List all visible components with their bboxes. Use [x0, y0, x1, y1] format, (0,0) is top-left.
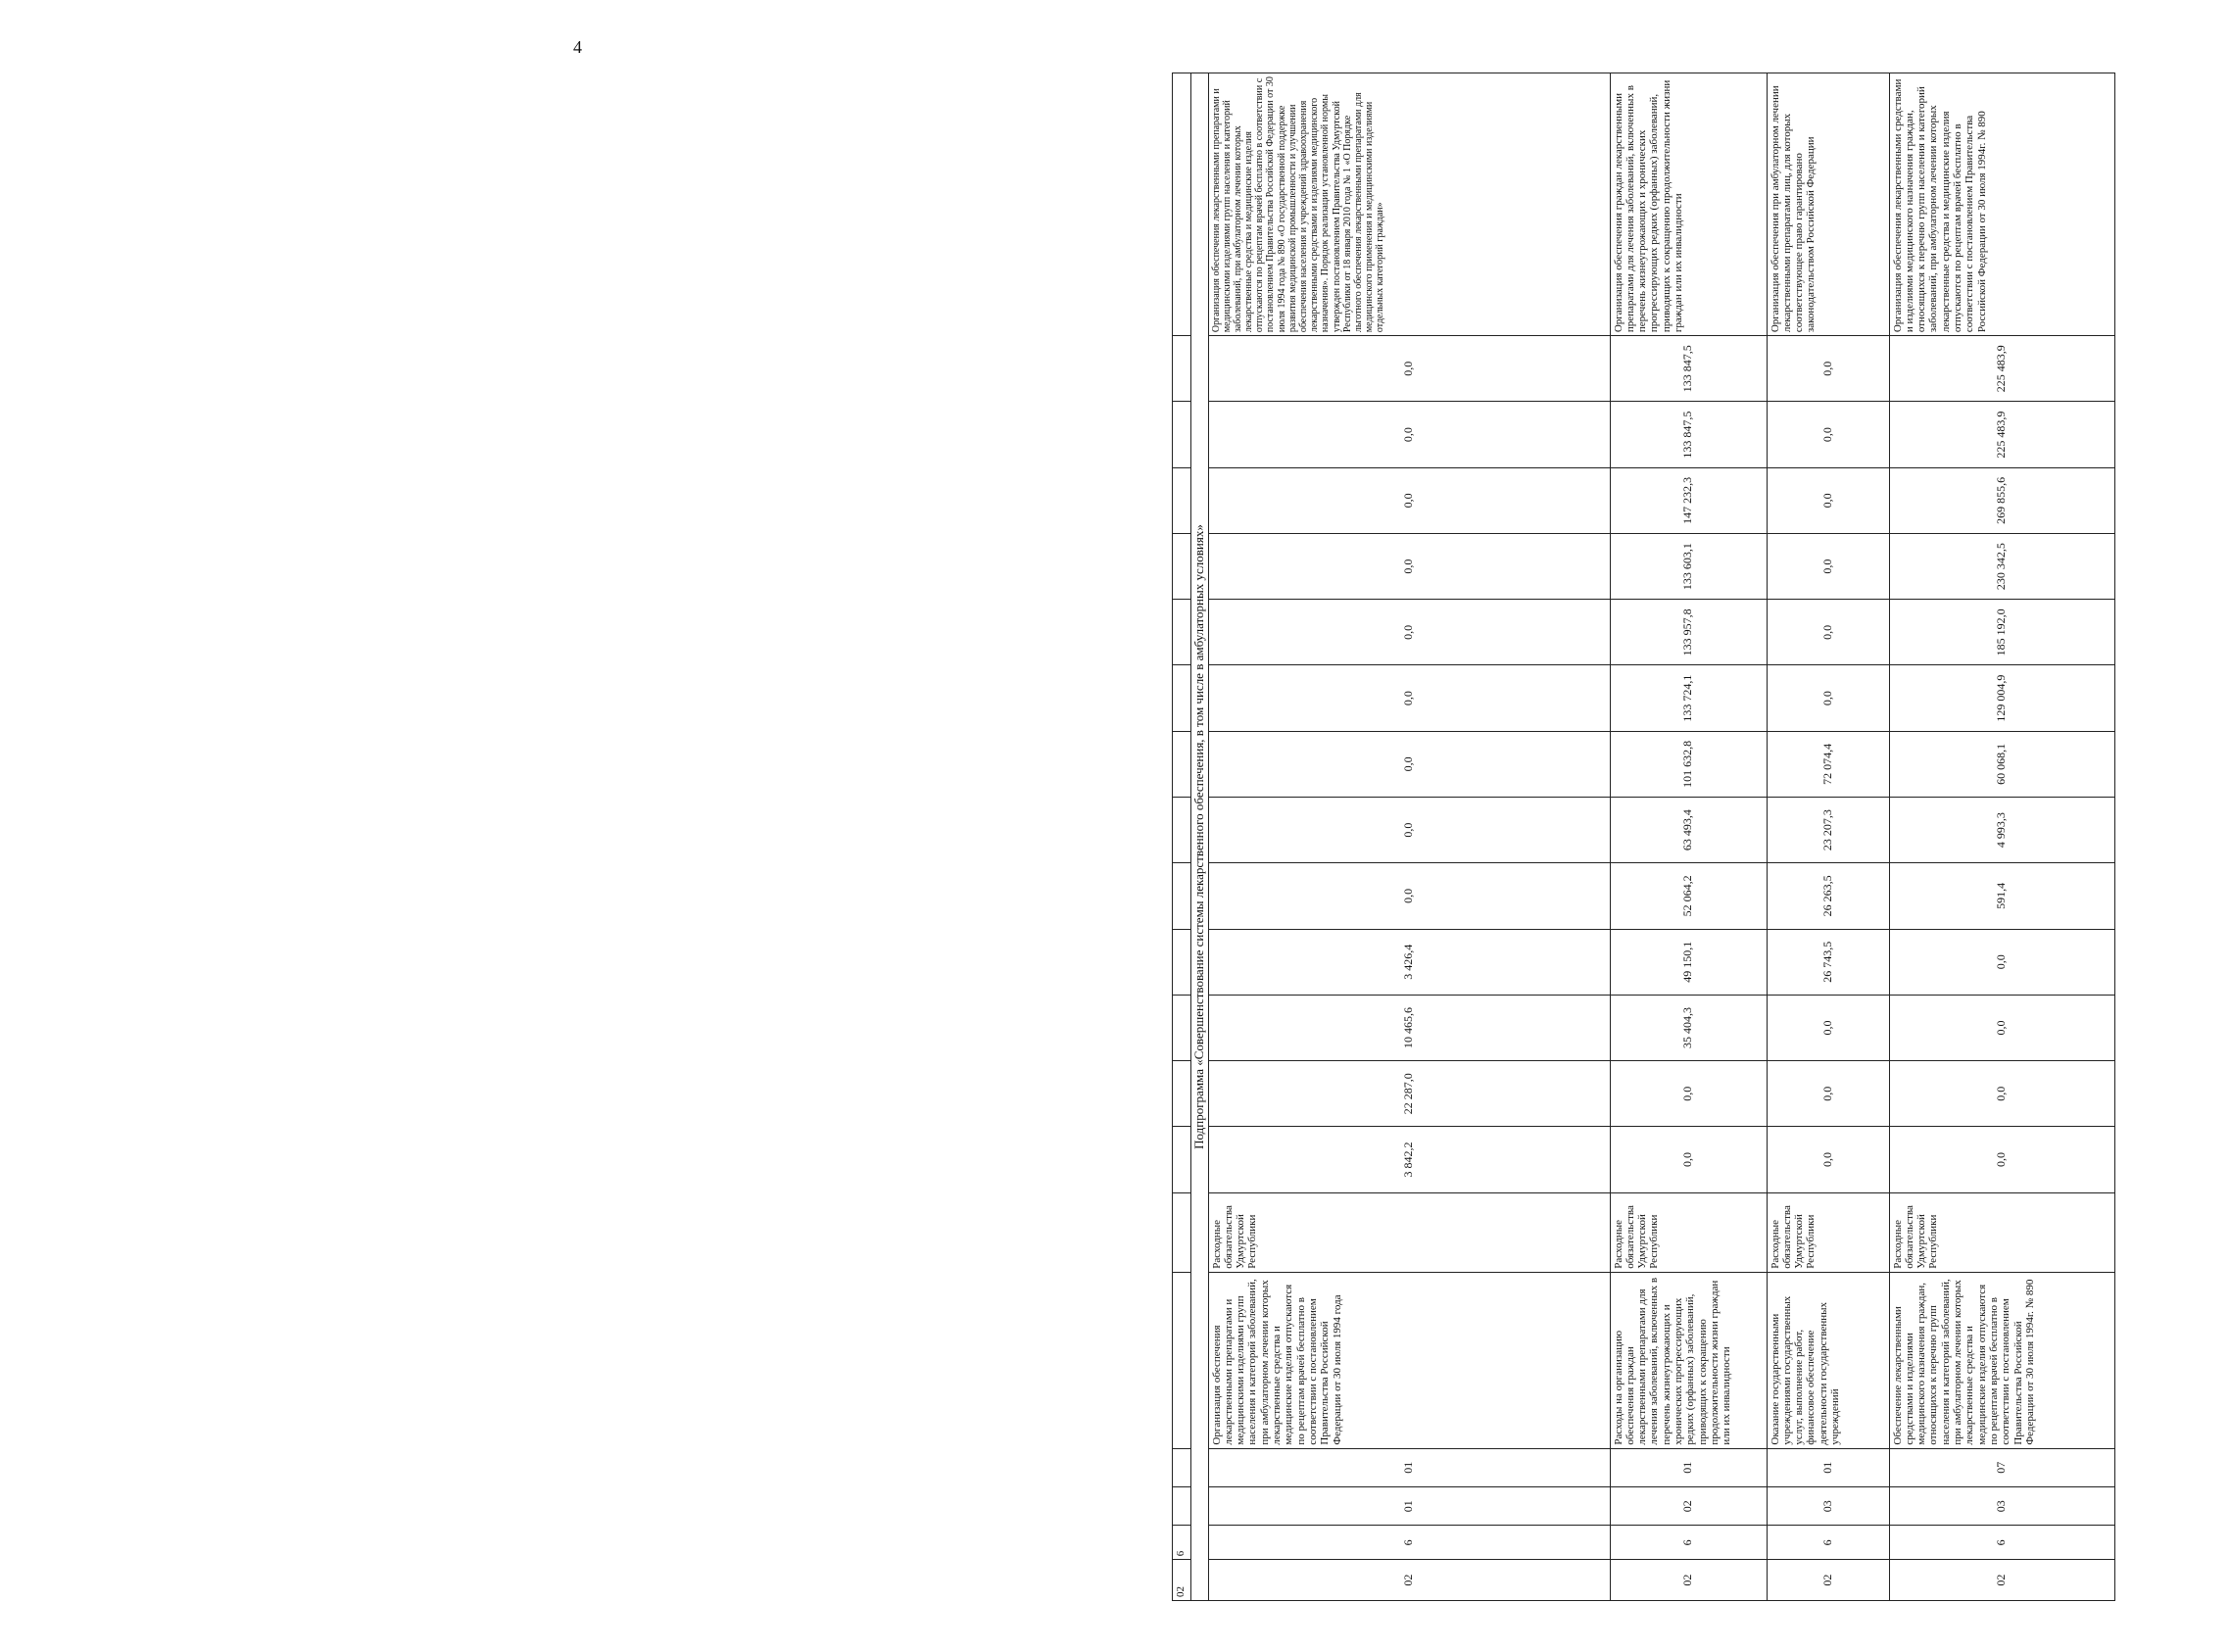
- value-cell: 63 493,4: [1610, 798, 1767, 863]
- value-cell: 60 068,1: [1889, 731, 2114, 797]
- value-cell: 0,0: [1208, 798, 1610, 863]
- value-cell: 0,0: [1889, 929, 2114, 995]
- value-cell: 0,0: [1767, 336, 1889, 402]
- code-m: 01: [1208, 1448, 1610, 1486]
- value-cell: 0,0: [1767, 1127, 1889, 1192]
- header-code-pp: 6: [1173, 1526, 1191, 1560]
- value-cell: 0,0: [1767, 467, 1889, 533]
- code-m: 01: [1767, 1448, 1889, 1486]
- code-gp: 02: [1208, 1560, 1610, 1601]
- expected-result: Организация обеспечения лекарственными средствами и изделиями медицинского назначения граждан, относящихся к перечню групп населения и категорий заболеваний, при амбулаторном лечении которых лекарственные средства и медицинские изделия отпускаются по рецептам врачей бесплатно в соответствии с постановлением Правительства Российской Федерации от 30 июля 1994г. № 890: [1889, 73, 2114, 336]
- value-cell: 35 404,3: [1610, 995, 1767, 1060]
- value-cell: 0,0: [1208, 467, 1610, 533]
- value-cell: 0,0: [1208, 533, 1610, 599]
- value-cell: 0,0: [1208, 665, 1610, 731]
- value-cell: 0,0: [1208, 402, 1610, 467]
- measure-name: Оказание государственными учреждениями государственных услуг, выполнение работ, финансовое обеспечение деятельности государственных учреждений: [1767, 1272, 1889, 1448]
- value-cell: 52 064,2: [1610, 863, 1767, 929]
- subprogram-row: [1191, 73, 1209, 1601]
- value-cell: 72 074,4: [1767, 731, 1889, 797]
- code-om: 01: [1208, 1487, 1610, 1526]
- value-cell: 23 207,3: [1767, 798, 1889, 863]
- funding-source: Расходные обязательства Удмуртской Республики: [1767, 1192, 1889, 1272]
- code-om: 03: [1767, 1487, 1889, 1526]
- value-cell: 0,0: [1208, 600, 1610, 665]
- value-cell: 0,0: [1889, 995, 2114, 1060]
- code-m: 07: [1889, 1448, 2114, 1486]
- code-om: 03: [1889, 1487, 2114, 1526]
- code-om: 02: [1610, 1487, 1767, 1526]
- value-cell: 0,0: [1208, 731, 1610, 797]
- funding-source: Расходные обязательства Удмуртской Республики: [1208, 1192, 1610, 1272]
- funding-source: Расходные обязательства Удмуртской Республики: [1889, 1192, 2114, 1272]
- value-cell: 0,0: [1767, 995, 1889, 1060]
- code-gp: 02: [1610, 1560, 1767, 1601]
- value-cell: 3 426,4: [1208, 929, 1610, 995]
- value-cell: 0,0: [1767, 1061, 1889, 1127]
- value-cell: 0,0: [1767, 402, 1889, 467]
- value-cell: 133 847,5: [1610, 402, 1767, 467]
- measure-name: Расходы на организацию обеспечения граждан лекарственными препаратами для лечения заболеваний, включенных в перечень жизнеугрожающих и хронических прогрессирующих редких (орфанных) заболеваний, приводящих к сокращению продолжительности жизни граждан или их инвалидности: [1610, 1272, 1767, 1448]
- table-row: [1767, 73, 1889, 1601]
- value-cell: 22 287,0: [1208, 1061, 1610, 1127]
- value-cell: 26 263,5: [1767, 863, 1889, 929]
- value-cell: 147 232,3: [1610, 467, 1767, 533]
- value-cell: 225 483,9: [1889, 402, 2114, 467]
- value-cell: 0,0: [1767, 665, 1889, 731]
- budget-table: [1172, 73, 2115, 1601]
- code-pp: 6: [1208, 1526, 1610, 1560]
- value-cell: 49 150,1: [1610, 929, 1767, 995]
- expected-result: Организация обеспечения при амбулаторном лечении лекарственными препаратами лиц, для которых соответствующее право гарантировано законодательством Российской Федерации: [1767, 73, 1889, 336]
- code-pp: 6: [1889, 1526, 2114, 1560]
- page-number: 4: [573, 37, 582, 57]
- rotated-table-container: [1172, 73, 2230, 1601]
- value-cell: 0,0: [1889, 1127, 2114, 1192]
- code-gp: 02: [1889, 1560, 2114, 1601]
- value-cell: 133 724,1: [1610, 665, 1767, 731]
- header-code-row: [1173, 73, 1191, 1601]
- value-cell: 0,0: [1208, 863, 1610, 929]
- value-cell: 3 842,2: [1208, 1127, 1610, 1192]
- expected-result: Организация обеспечения граждан лекарственными препаратами для лечения заболеваний, включенных в перечень жизнеугрожающих и хронических прогрессирующих редких (орфанных) заболеваний, приводящих к сокращению продолжительности жизни граждан или их инвалидности: [1610, 73, 1767, 336]
- value-cell: 225 483,9: [1889, 336, 2114, 402]
- value-cell: 0,0: [1610, 1061, 1767, 1127]
- code-pp: 6: [1610, 1526, 1767, 1560]
- code-gp: 02: [1767, 1560, 1889, 1601]
- value-cell: 0,0: [1767, 600, 1889, 665]
- subprogram-title: Подпрограмма «Совершенствование системы лекарственного обеспечения, в том числе в амбулаторных условиях»: [1191, 73, 1209, 1601]
- table-row: [1208, 73, 1610, 1601]
- value-cell: 0,0: [1767, 533, 1889, 599]
- funding-source: Расходные обязательства Удмуртской Республики: [1610, 1192, 1767, 1272]
- table-row: [1889, 73, 2114, 1601]
- value-cell: 230 342,5: [1889, 533, 2114, 599]
- value-cell: 10 465,6: [1208, 995, 1610, 1060]
- value-cell: 133 847,5: [1610, 336, 1767, 402]
- value-cell: 129 004,9: [1889, 665, 2114, 731]
- expected-result: Организация обеспечения лекарственными препаратами и медицинскими изделиями групп населения и категорий заболеваний, при амбулаторном лечении которых лекарственные средства и медицинские изделия отпускаются по рецептам врачей бесплатно в соответствии с постановлением Правительства Российской Федерации от 30 июля 1994 года № 890 «О государственной поддержке развития медицинской промышленности и улучшении обеспечения населения и учреждений здравоохранения лекарственными средствами и изделиями медицинского назначения». Порядок реализации установленной нормы утвержден постановлением Правительства Удмуртской Республики от 18 января 2010 года № 1 «О Порядке льготного обеспечения лекарственными препаратами для медицинского применения и медицинскими изделиями отдельных категорий граждан»: [1208, 73, 1610, 336]
- table-row: [1610, 73, 1767, 1601]
- code-pp: 6: [1767, 1526, 1889, 1560]
- value-cell: 0,0: [1208, 336, 1610, 402]
- value-cell: 26 743,5: [1767, 929, 1889, 995]
- value-cell: 0,0: [1610, 1127, 1767, 1192]
- value-cell: 133 603,1: [1610, 533, 1767, 599]
- value-cell: 185 192,0: [1889, 600, 2114, 665]
- value-cell: 269 855,6: [1889, 467, 2114, 533]
- code-m: 01: [1610, 1448, 1767, 1486]
- measure-name: Организация обеспечения лекарственными препаратами и медицинскими изделиями групп населения и категорий заболеваний, при амбулаторном лечении которых лекарственные средства и медицинские изделия отпускаются по рецептам врачей бесплатно в соответствии с постановлением Правительства Российской Федерации от 30 июля 1994 года: [1208, 1272, 1610, 1448]
- value-cell: 101 632,8: [1610, 731, 1767, 797]
- measure-name: Обеспечение лекарственными средствами и изделиями медицинского назначения граждан, относящихся к перечню групп населения и категорий заболеваний, при амбулаторном лечении которых лекарственные средства и медицинские изделия отпускаются по рецептам врачей бесплатно в соответствии с постановлением Правительства Российской Федерации от 30 июля 1994г. № 890: [1889, 1272, 2114, 1448]
- value-cell: 591,4: [1889, 863, 2114, 929]
- value-cell: 133 957,8: [1610, 600, 1767, 665]
- value-cell: 4 993,3: [1889, 798, 2114, 863]
- value-cell: 0,0: [1889, 1061, 2114, 1127]
- header-code-gp: 02: [1173, 1560, 1191, 1601]
